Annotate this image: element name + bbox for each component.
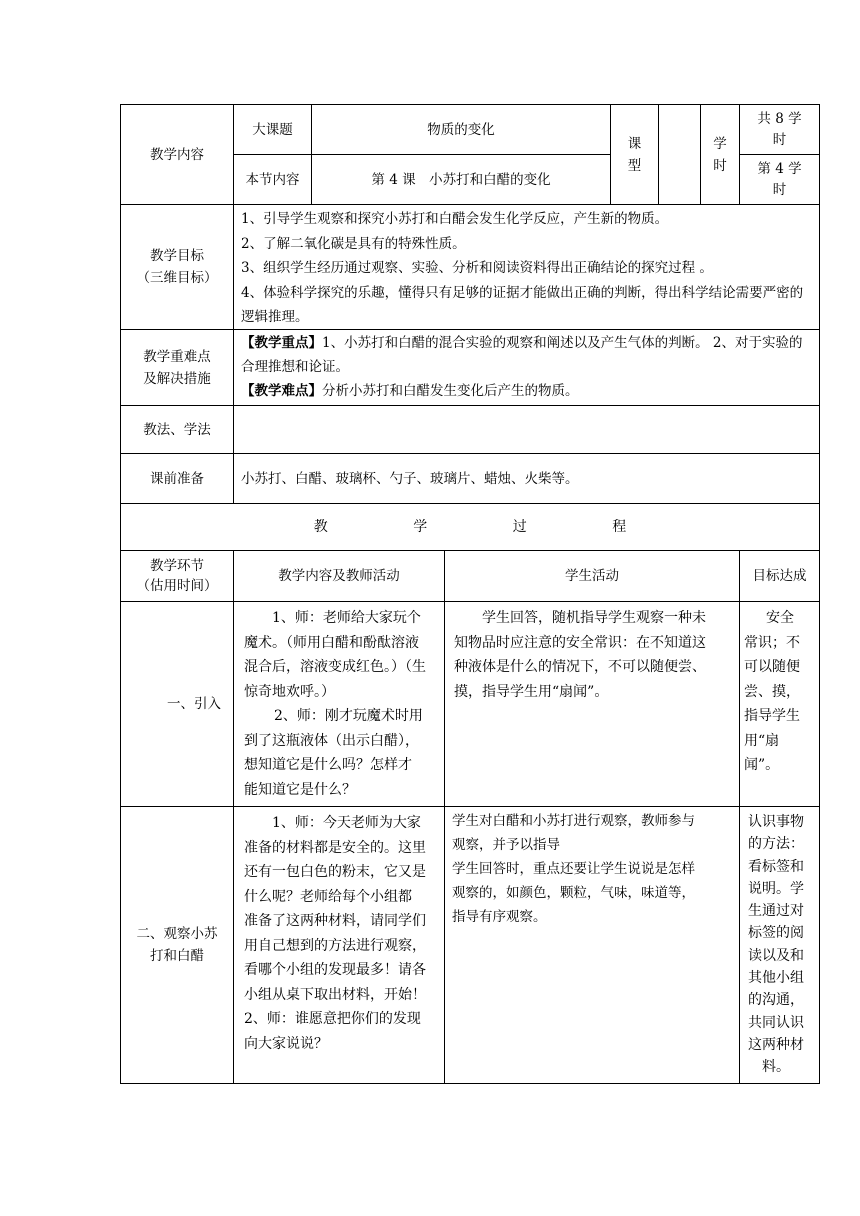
preparation-label: 课前准备 [150, 470, 204, 487]
key-point-focus [241, 331, 815, 379]
text-line: 1、师：今天老师为大家 [272, 815, 421, 831]
key-points-content [241, 331, 815, 405]
methods-label: 教法、学法 [143, 421, 211, 438]
text-line: 1、师：老师给大家玩个 [272, 610, 421, 626]
text-line: 什么呢？老师给每个小组都 [244, 888, 412, 905]
text-line: 观察的，如颜色，颗粒，气味，味道等， [452, 885, 695, 901]
current-hour [740, 155, 819, 204]
text-line: 能知道它是什么？ [244, 781, 356, 798]
text-line: 还有一包白色的粉末，它又是 [244, 864, 426, 880]
total-hours [740, 105, 819, 154]
class-hours-char2: 时 [713, 157, 727, 174]
objective-item: 3、组织学生经历通过观察、实验、分析和阅读资料得出正确结论的探究过程 。 [241, 260, 713, 276]
class-hours-label [701, 105, 739, 204]
focus-tag: 【教学重点】 [241, 335, 322, 351]
class-hours-char1: 学 [713, 135, 727, 152]
total-hours-line2: 时 [772, 131, 787, 148]
key-points-label-line2: 及解决措施 [143, 370, 211, 387]
text-line: 种液体是什么的情况下，不可以随便尝、 [454, 659, 706, 675]
text-line: 可以随便 [744, 659, 800, 675]
col-goal-header: 目标达成 [752, 568, 807, 584]
difficulty-text: 分析小苏打和白醋发生变化后产生的物质。 [322, 383, 579, 399]
text-line: 想知道它是什么吗？怎样才 [244, 757, 412, 773]
stage-1-goal [744, 606, 818, 804]
text-line: 这两种材 [748, 1036, 804, 1053]
text-line: 安全 [766, 610, 794, 626]
banner-char: 过 [512, 519, 527, 535]
text-line: 小组从桌下取出材料，开始！ [244, 986, 426, 1003]
big-topic-label: 大课题 [252, 121, 293, 138]
col-stage-header-line1: 教学环节 [150, 558, 204, 574]
stage-1-student [454, 606, 736, 804]
objective-item: 4、体验科学探究的乐趣，懂得只有足够的证据才能做出正确的判断，得出科学结论需要严密的逻辑推理。 [241, 284, 804, 325]
text-line: 准备了这两种材料，请同学们 [244, 913, 426, 929]
stage-2-label-line2: 打和白醋 [150, 948, 204, 964]
text-line: 知物品时应注意的安全常识：在不知道这 [454, 634, 706, 651]
text-line: 读以及和 [748, 947, 804, 964]
text-line: 2、师：刚才玩魔术时用 [274, 708, 423, 724]
text-line: 常识；不 [744, 634, 800, 651]
col-student-header: 学生活动 [565, 568, 619, 584]
lesson-type-char2: 型 [627, 157, 642, 174]
text-line: 惊奇地欢呼。） [244, 683, 335, 700]
stage-1-teacher [244, 606, 440, 804]
text-line: 指导学生 [744, 708, 800, 724]
text-line: 魔术。（师用白醋和酚酞溶液 [244, 634, 419, 651]
preparation-value: 小苏打、白醋、玻璃杯、勺子、玻璃片、蜡烛、火柴等。 [241, 470, 579, 487]
banner-char: 教 [313, 519, 328, 535]
lesson-type-char1: 课 [627, 135, 642, 152]
stage-2-label-line1: 二、观察小苏 [136, 926, 218, 942]
key-point-difficulty [241, 379, 815, 403]
rule [739, 550, 740, 1083]
rule [120, 1083, 820, 1084]
text-line: 尝、摸， [744, 683, 800, 700]
stage-1-label: 一、引入 [167, 696, 221, 712]
rule [233, 550, 234, 1083]
text-line: 共同认识 [748, 1014, 804, 1031]
text-line: 认识事物 [748, 814, 804, 830]
text-line: 看标签和 [748, 858, 804, 875]
text-line: 的方法： [748, 836, 804, 853]
text-line: 到了这瓶液体（出示白醋）， [244, 732, 419, 749]
difficulty-tag: 【教学难点】 [241, 383, 322, 399]
stage-2-teacher [244, 811, 440, 1081]
methods-value [241, 406, 815, 453]
text-line: 标签的阅 [748, 925, 804, 942]
text-line: 向大家说说？ [244, 1035, 328, 1052]
col-stage-header-line2: （估用时间） [136, 578, 218, 594]
teaching-content-label: 教学内容 [150, 146, 204, 163]
text-line: 摸，指导学生用“扇闻”。 [454, 683, 609, 700]
text-line: 学生回答，随机指导学生观察一种未 [482, 610, 706, 626]
objectives-label [121, 205, 233, 329]
objectives-label-line2: （三维目标） [136, 270, 218, 286]
col-teacher-header: 教学内容及教师活动 [278, 568, 400, 584]
text-line: 的沟通， [748, 992, 804, 1009]
key-points-label [121, 330, 233, 405]
text-line: 学生对白醋和小苏打进行观察，教师参与 [452, 813, 695, 829]
lesson-type-label [611, 105, 658, 204]
objectives-label-line1: 教学目标 [150, 248, 204, 264]
text-line: 指导有序观察。 [452, 909, 547, 925]
objectives-content [241, 207, 815, 329]
current-hour-line2: 时 [772, 181, 787, 198]
text-line: 生通过对 [748, 903, 804, 920]
stage-2-label [121, 807, 233, 1083]
objective-item: 1、引导学生观察和探究小苏打和白醋会发生化学反应，产生新的物质。 [241, 211, 669, 227]
process-banner [121, 504, 819, 550]
text-line: 用“扇 [744, 732, 780, 749]
stage-2-goal [748, 811, 820, 1081]
text-line: 2、师：谁愿意把你们的发现 [244, 1011, 421, 1027]
banner-char: 学 [413, 519, 428, 535]
rule [444, 550, 445, 1083]
focus-text: 1、小苏打和白醋的混合实验的观察和阐述以及产生气体的判断。 2、对于实验的合理推想和论证。 [241, 335, 803, 375]
text-line: 观察，并予以指导 [452, 837, 560, 853]
lesson-type-value [659, 105, 700, 204]
text-line: 料。 [762, 1059, 790, 1076]
key-points-label-line1: 教学重难点 [143, 348, 211, 365]
text-line: 混合后，溶液变成红色。）（生 [244, 659, 426, 675]
text-line: 学生回答时，重点还要让学生说说是怎样 [452, 861, 695, 877]
current-hour-line1: 第 4 学 [757, 160, 802, 177]
objective-item: 2、了解二氧化碳是具有的特殊性质。 [241, 235, 466, 252]
text-line: 准备的材料都是安全的。这里 [244, 839, 426, 856]
banner-char: 程 [612, 519, 627, 535]
section-content-value: 第 4 课 小苏打和白醋的变化 [371, 171, 551, 188]
section-content-label: 本节内容 [245, 171, 300, 188]
col-stage-header [121, 551, 233, 601]
text-line: 其他小组 [748, 970, 804, 987]
text-line: 看哪个小组的发现最多！请各 [244, 962, 426, 978]
big-topic-value: 物质的变化 [427, 121, 495, 138]
stage-2-student [452, 809, 737, 1079]
total-hours-line1: 共 8 学 [757, 110, 802, 127]
text-line: 用自己想到的方法进行观察， [244, 937, 426, 954]
text-line: 说明。学 [748, 880, 804, 897]
text-line: 闻”。 [744, 757, 780, 773]
